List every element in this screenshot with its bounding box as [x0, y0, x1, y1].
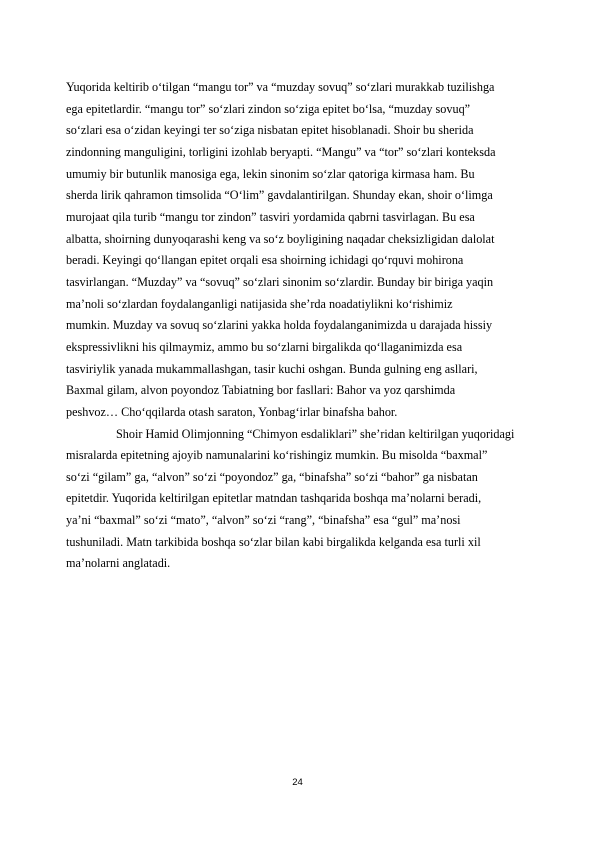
paragraph-line: murojaat qila turib “mangu tor zindon” tasviri yordamida qabrni tasvirlagan. Bu esa — [66, 209, 475, 224]
paragraph-line: epitetdir. Yuqorida keltirilgan epitetlar matndan tashqarida boshqa ma’nolarni beradi, — [66, 491, 482, 506]
paragraph-line: sherda lirik qahramon timsolida “O‘lim” gavdalantirilgan. Shunday ekan, shoir o‘limga — [66, 188, 493, 203]
paragraph-line: so‘zlari esa o‘zidan keyingi ter so‘ziga nisbatan epitet hisoblanadi. Shoir bu sherida — [66, 123, 474, 138]
paragraph-line: ma’noli so‘zlardan foydalanganligi natijasida she’rda noadatiylikni ko‘rishimiz — [66, 296, 453, 311]
paragraph-line: peshvoz… Cho‘qqilarda otash saraton, Yonbag‘irlar binafsha bahor. — [66, 404, 398, 419]
paragraph-line: zindonning manguligini, torligini izohlab beryapti. “Mangu” va “tor” so‘zlari konteksda — [66, 144, 496, 159]
paragraph-line: tushuniladi. Matn tarkibida boshqa so‘zlar bilan kabi birgalikda kelganda esa turli xil — [66, 534, 481, 549]
paragraph-line: misralarda epitetning ajoyib namunalarini ko‘rishingiz mumkin. Bu misolda “baxmal” — [66, 448, 488, 463]
paragraph-line: mumkin. Muzday va sovuq so‘zlarini yakka holda foydalanganimizda u darajada hissiy — [66, 318, 493, 333]
paragraph-line: albatta, shoirning dunyoqarashi keng va so‘z boyligining naqadar cheksizligidan dalolat — [66, 231, 495, 246]
paragraph-line: ekspressivlikni his qilmaymiz, ammo bu so‘zlarni birgalikda qo‘llaganimizda esa — [66, 339, 463, 354]
paragraph-1 — [66, 77, 562, 424]
paragraph-2 — [66, 424, 562, 576]
paragraph-line: Baxmal gilam, alvon poyondoz Tabiatning bor fasllari: Bahor va yoz qarshimda — [66, 383, 456, 398]
paragraph-line: beradi. Keyingi qo‘llangan epitet orqali esa shoirning ichidagi qo‘rquvi mohirona — [66, 253, 464, 268]
paragraph-line: Yuqorida keltirib o‘tilgan “mangu tor” va “muzday sovuq” so‘zlari murakkab tuzilishga — [66, 80, 495, 94]
paragraph-line: tasviriylik yanada mukammallashgan, tasir kuchi oshgan. Bunda gulning eng asllari, — [66, 361, 478, 376]
paragraph-line: umumiy bir butunlik manosiga ega, lekin sinonim so‘zlar qatoriga kirmasa ham. Bu — [66, 166, 475, 181]
paragraph-line: ega epitetlardir. “mangu tor” so‘zlari zindon so‘ziga epitet bo‘lsa, “muzday sovuq” — [66, 101, 471, 116]
paragraph-line: ma’nolarni anglatadi. — [66, 556, 171, 571]
paragraph-line: ya’ni “baxmal” so‘zi “mato”, “alvon” so‘zi “rang”, “binafsha” esa “gul” ma’nosi — [66, 513, 461, 528]
paragraph-first-line: Shoir Hamid Olimjonning “Chimyon esdaliklari” she’ridan keltirilgan yuqoridagi — [116, 426, 515, 441]
body-text — [66, 77, 562, 575]
paragraph-line: so‘zi “gilam” ga, “alvon” so‘zi “poyondoz” ga, “binafsha” so‘zi “bahor” ga nisbatan — [66, 469, 478, 484]
page-number: 24 — [292, 777, 303, 788]
paragraph-line: tasvirlangan. “Muzday” va “sovuq” so‘zlari sinonim so‘zlardir. Bunday bir biriga yaqin — [66, 274, 494, 289]
